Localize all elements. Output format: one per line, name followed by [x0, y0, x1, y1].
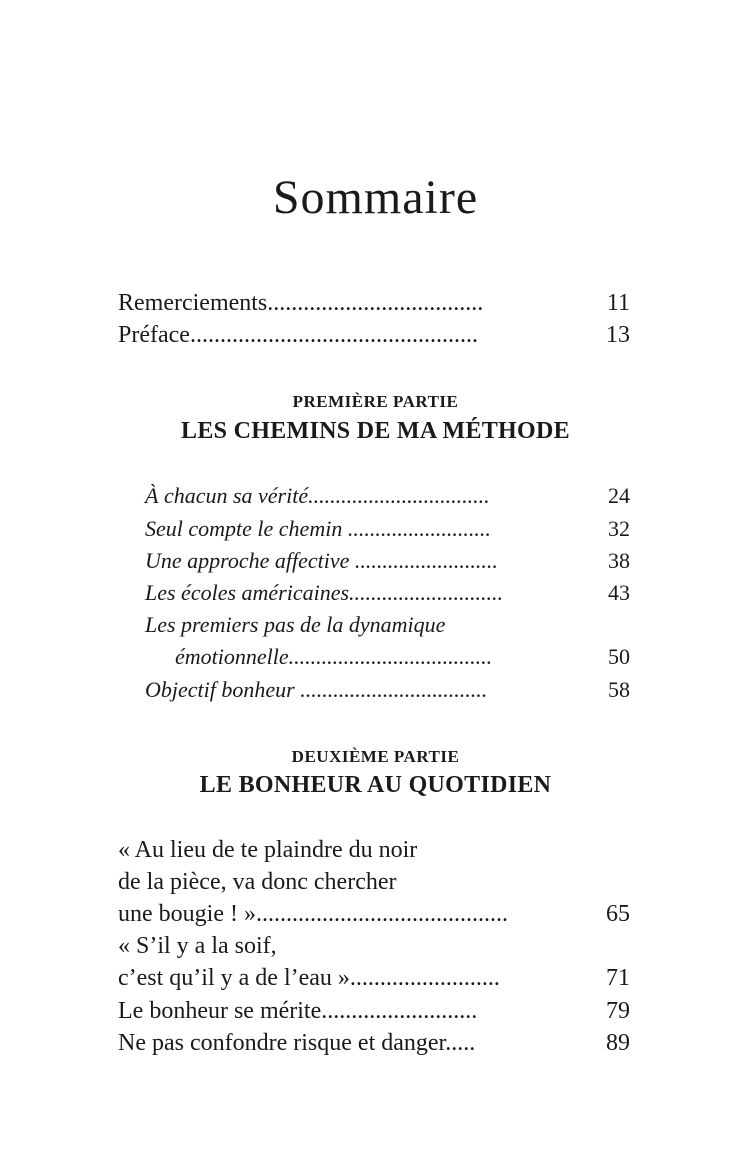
toc-entry-label: Les premiers pas de la dynamique	[145, 612, 446, 637]
toc-entry-page: 32	[608, 516, 630, 541]
toc-entry-label: c’est qu’il y a de l’eau ».........................	[118, 965, 500, 991]
toc-entry-label: Objectif bonheur ..................................	[145, 677, 488, 702]
toc-entry	[145, 480, 630, 512]
toc-entry-remerciements	[118, 287, 630, 319]
toc-entry	[118, 1027, 630, 1059]
toc-entry-label: Préface................................................	[118, 322, 478, 348]
toc-entry-label: Ne pas confondre risque et danger.....	[118, 1030, 476, 1056]
toc-entry-label: « S’il y a la soif,	[118, 933, 277, 959]
toc-entry-page: 71	[606, 965, 630, 991]
toc-entry	[145, 545, 630, 577]
toc-entry-page: 24	[608, 483, 630, 508]
toc-entry-page: 50	[608, 644, 630, 669]
toc-entry-label: de la pièce, va donc chercher	[118, 869, 397, 895]
toc-entry	[118, 834, 630, 866]
page-title: Sommaire	[272, 171, 479, 224]
toc-entry-page: 79	[606, 998, 630, 1024]
toc-entry	[145, 674, 630, 706]
toc-entry-page: 65	[606, 901, 630, 927]
toc-entry-label: Le bonheur se mérite..........................	[118, 998, 478, 1024]
toc-entry-page: 58	[608, 677, 630, 702]
toc-entry-label: « Au lieu de te plaindre du noir	[118, 837, 418, 863]
part-2-title: LE BONHEUR AU QUOTIDIEN	[199, 772, 552, 798]
toc-entry-preface	[118, 319, 630, 351]
part-2-label: DEUXIÈME PARTIE	[291, 747, 460, 766]
toc-entry	[118, 930, 630, 962]
toc-entry	[118, 995, 630, 1027]
toc-entry-page: 43	[608, 580, 630, 605]
toc-entry	[145, 609, 630, 641]
toc-entry	[118, 898, 630, 930]
toc-entry-label: une bougie ! »..........................................	[118, 901, 508, 927]
toc-entry-label: émotionnelle.....................................	[175, 644, 493, 669]
toc-entry-page: 13	[606, 322, 630, 348]
toc-entry-label: Seul compte le chemin ..........................	[145, 516, 491, 541]
toc-entry-label: À chacun sa vérité.................................	[145, 483, 490, 508]
toc-entry-label: Remerciements....................................	[118, 290, 484, 316]
part-1-label: PREMIÈRE PARTIE	[292, 392, 459, 411]
toc-entry	[145, 577, 630, 609]
part-1-title: LES CHEMINS DE MA MÉTHODE	[181, 418, 570, 444]
toc-entry	[118, 962, 630, 994]
toc-entry	[175, 641, 630, 673]
toc-entry-page: 89	[606, 1030, 630, 1056]
toc-entry-page: 11	[606, 290, 630, 316]
toc-entry	[145, 513, 630, 545]
toc-entry	[118, 866, 630, 898]
toc-entry-label: Une approche affective ..........................	[145, 548, 498, 573]
toc-entry-label: Les écoles américaines............................	[145, 580, 504, 605]
toc-entry-page: 38	[608, 548, 630, 573]
